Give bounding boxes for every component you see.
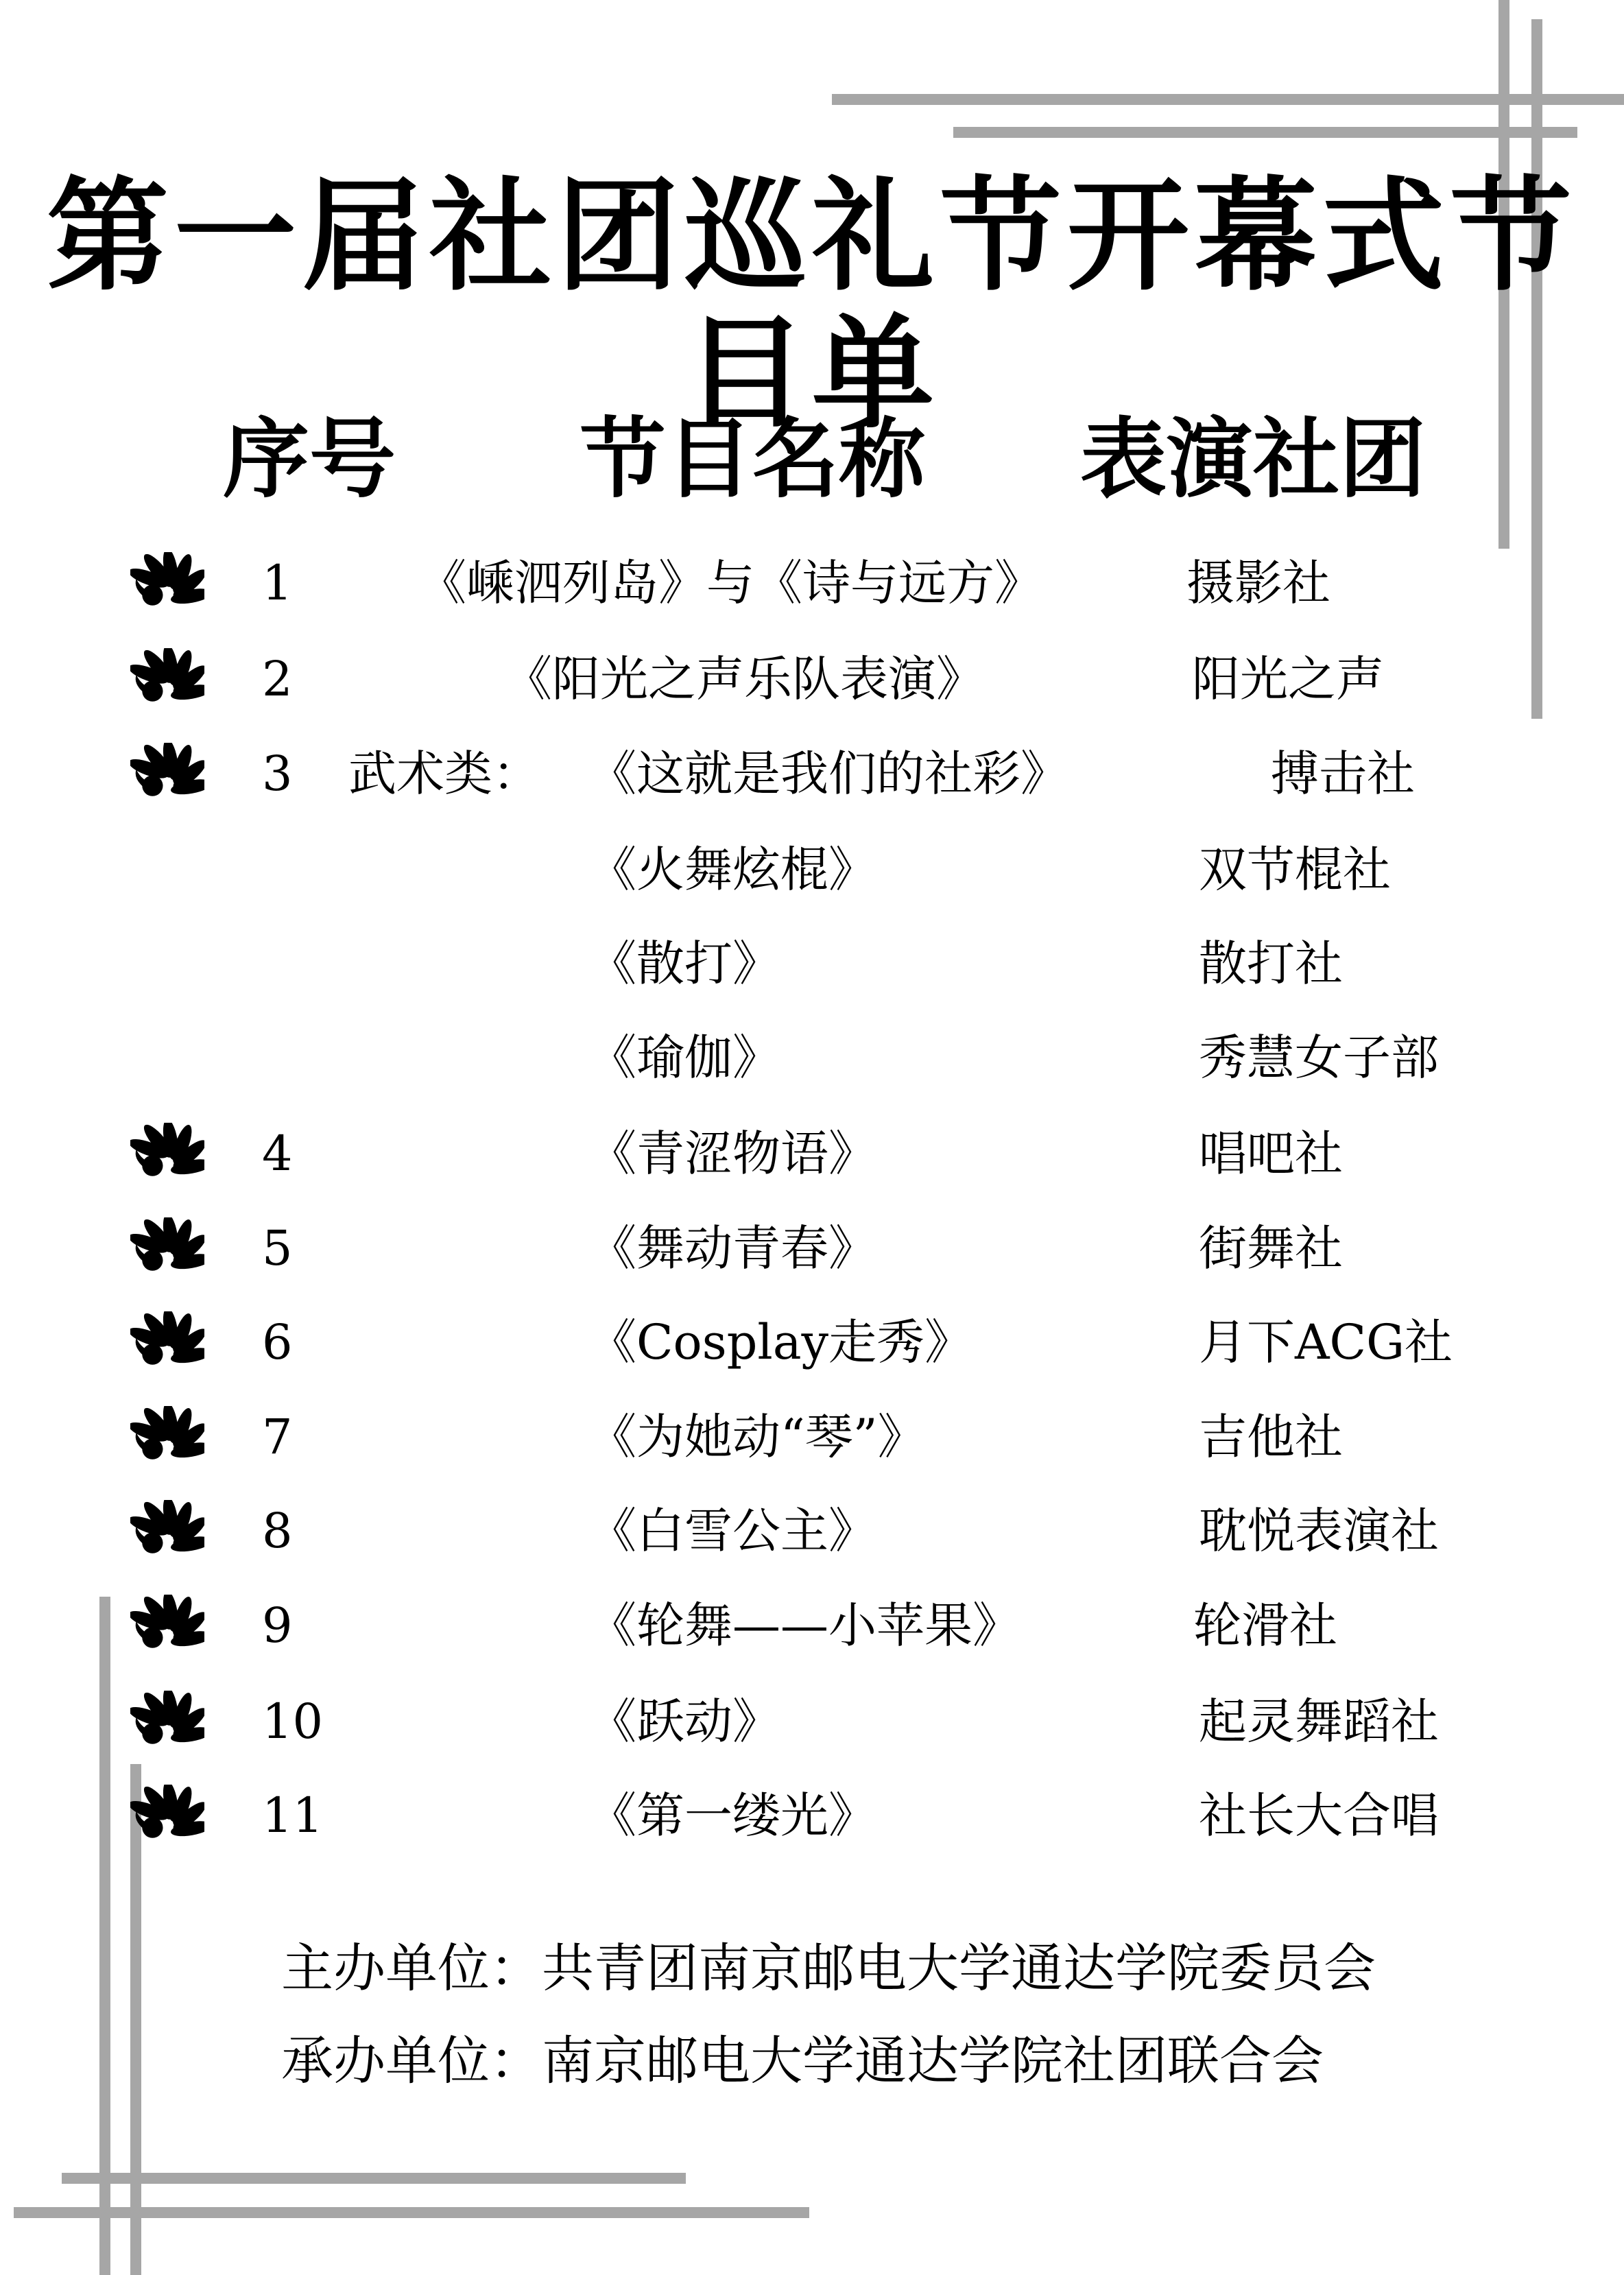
fan-flower-icon bbox=[130, 552, 204, 626]
row-number: 4 bbox=[262, 1125, 293, 1182]
row-number: 1 bbox=[262, 555, 293, 611]
program-name: 《轮舞——小苹果》 bbox=[588, 1597, 1020, 1654]
decorative-line-bottom-1 bbox=[62, 2173, 686, 2184]
performing-club: 散打社 bbox=[1199, 936, 1343, 992]
program-name: 《阳光之声乐队表演》 bbox=[504, 651, 984, 707]
row-number: 11 bbox=[262, 1787, 324, 1844]
performing-club: 耽悦表演社 bbox=[1199, 1503, 1439, 1559]
row-number: 10 bbox=[262, 1693, 324, 1750]
program-name: 《散打》 bbox=[588, 936, 780, 992]
program-name: 《嵊泗列岛》与《诗与远方》 bbox=[418, 555, 1042, 611]
performing-club: 起灵舞蹈社 bbox=[1199, 1693, 1439, 1750]
performing-club: 阳光之声 bbox=[1192, 651, 1384, 707]
fan-flower-icon bbox=[130, 1500, 204, 1574]
organizer: 主办单位：共青团南京邮电大学通达学院委员会 bbox=[281, 1938, 1376, 1999]
program-name: 《青涩物语》 bbox=[588, 1125, 876, 1182]
decorative-line-top-2 bbox=[953, 127, 1577, 138]
performing-club: 摄影社 bbox=[1186, 555, 1330, 611]
header-club: 表演社团 bbox=[1080, 409, 1426, 510]
fan-flower-icon bbox=[130, 1123, 204, 1197]
fan-flower-icon bbox=[130, 1406, 204, 1480]
decorative-line-bottom-2 bbox=[14, 2207, 809, 2218]
performing-club: 唱吧社 bbox=[1199, 1125, 1343, 1182]
row-number: 7 bbox=[262, 1409, 293, 1465]
row-number: 2 bbox=[262, 651, 293, 707]
program-name: 《Cosplay走秀》 bbox=[588, 1314, 973, 1370]
category-label: 武术类： bbox=[348, 746, 540, 802]
page-title: 第一届社团巡礼节开幕式节目单 bbox=[47, 165, 1577, 444]
program-name: 《第一缕光》 bbox=[588, 1787, 876, 1844]
row-number: 9 bbox=[262, 1597, 293, 1654]
co-organizer: 承办单位：南京邮电大学通达学院社团联合会 bbox=[281, 2030, 1324, 2091]
fan-flower-icon bbox=[130, 1311, 204, 1385]
performing-club: 轮滑社 bbox=[1193, 1597, 1337, 1654]
row-number: 8 bbox=[262, 1503, 293, 1559]
program-name: 《瑜伽》 bbox=[588, 1029, 780, 1086]
performing-club: 月下ACG社 bbox=[1199, 1314, 1453, 1370]
fan-flower-icon bbox=[130, 1785, 204, 1859]
header-seq: 序号 bbox=[223, 409, 396, 510]
fan-flower-icon bbox=[130, 1595, 204, 1669]
program-name: 《跃动》 bbox=[588, 1693, 780, 1750]
performing-club: 搏击社 bbox=[1271, 746, 1415, 802]
row-number: 6 bbox=[262, 1314, 293, 1370]
fan-flower-icon bbox=[130, 1691, 204, 1765]
row-number: 3 bbox=[262, 746, 293, 802]
program-name: 《为她动“琴”》 bbox=[588, 1409, 926, 1465]
fan-flower-icon bbox=[130, 1217, 204, 1291]
fan-flower-icon bbox=[130, 743, 204, 817]
performing-club: 双节棍社 bbox=[1199, 842, 1391, 898]
header-program: 节目名称 bbox=[580, 409, 925, 510]
fan-flower-icon bbox=[130, 648, 204, 722]
performing-club: 社长大合唱 bbox=[1199, 1787, 1439, 1844]
program-name: 《这就是我们的社彩》 bbox=[588, 746, 1068, 802]
program-name: 《白雪公主》 bbox=[588, 1503, 876, 1559]
program-name: 《舞动青春》 bbox=[588, 1220, 876, 1276]
performing-club: 街舞社 bbox=[1199, 1220, 1343, 1276]
program-name: 《火舞炫棍》 bbox=[588, 842, 876, 898]
performing-club: 吉他社 bbox=[1199, 1409, 1343, 1465]
row-number: 5 bbox=[262, 1220, 293, 1276]
performing-club: 秀慧女子部 bbox=[1199, 1029, 1439, 1086]
